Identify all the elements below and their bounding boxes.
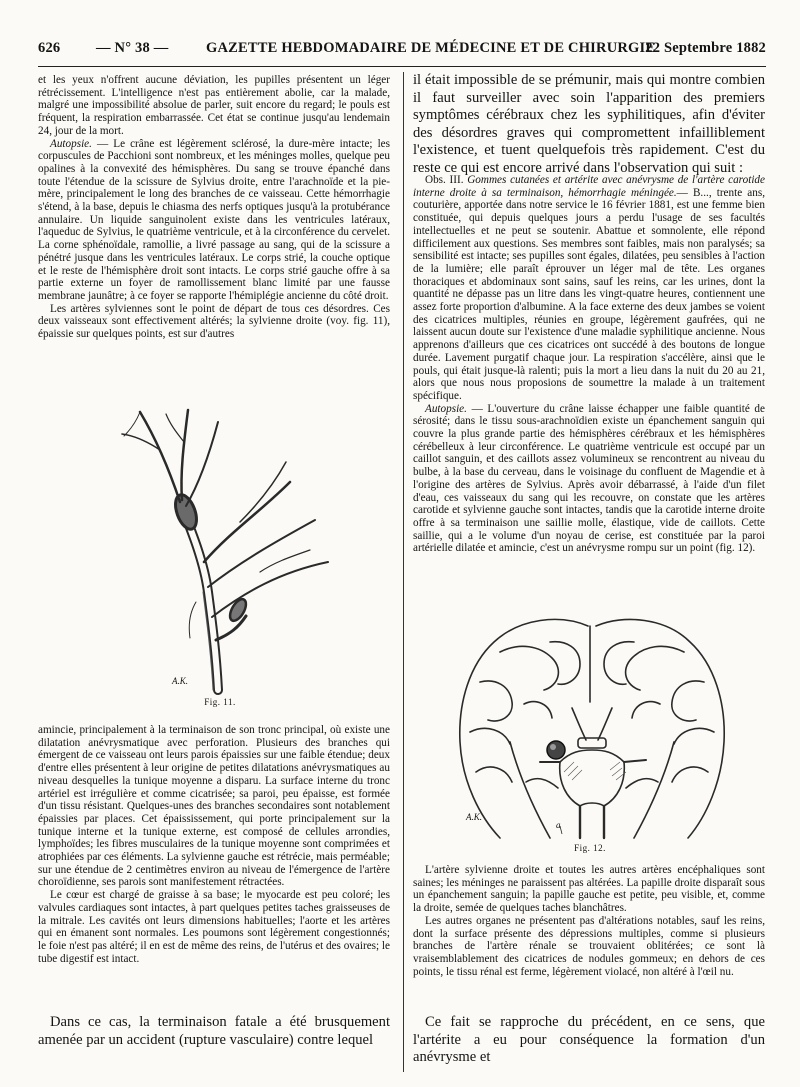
issue-number: — N° 38 — [96,40,169,56]
issue-date: 22 Septembre 1882 [645,40,766,56]
paragraph: Obs. III. Gommes cutanées et artérite avec anévrysme de l'artère carotide interne droite à sa terminaison, hémorrhagie méningée.— B..., trente ans, couturière, apportée dans notre service le 16 février 1881, est une femme bien constituée, qui depuis quelques jours a perdu l'usage de ses facultés intellectuelles et ne peut se soutenir. Abattue et somnolente, elle répond difficilement aux questions. Ses membres sont faibles, mais non paralysés; sa sensibilité est intacte; ses pupilles sont égales, dilatées, peu sensibles à l'action de la lumière; elle paraît éprouver un léger mal de tête. Les organes thoraciques et abdominaux sont sains, sauf les reins, car les urines, dont la quantité ne dépasse pas un litre dans les vingt-quatre heures, contiennent une assez forte proportion d'albumine. A la face externe des deux jambes se voient des cicatrices multiples, réunies en groupe, légèrement gaufrées, qui ne laissent aucun doute sur l'existence d'une maladie syphilitique ancienne. Nous apprenons d'ailleurs que ces cicatrices ont succédé à des boutons de longue durée. Lavement purgatif chaque jour. La respiration s'accélère, ainsi que le pouls, qui était jusque-là ralenti; puis la mort a lieu dans la nuit du 20 au 21, alors que nous nous proposions de soumettre la malade à un traitement spécifique. [413,174,765,402]
left-column-top [38,74,390,396]
page-number: 626 [38,40,61,56]
right-column-observation [413,174,765,610]
observation-title: Gommes cutanées et artérite avec anévrysme de l'artère carotide interne droite à sa terminaison, hémorrhagie méningée. [413,174,765,199]
right-column-footer-text [413,1014,765,1065]
figure-11-caption: Fig. 11. [204,697,236,707]
section-lead: Autopsie. [50,137,92,150]
figure-12-label-a: a [556,820,561,830]
paragraph: Autopsie. — L'ouverture du crâne laisse échapper une faible quantité de sérosité; dans le tissu sous-arachnoïdien existe un épanchement sanguin qui couvre la plus grande partie des hémisphères cérébraux et les hémisphères cérébelleux à leur circonférence. Le quatrième ventricule est occupé par un caillot sanguin, et des caillots assez volumineux se rencontrent au niveau du bulbe, à la base du cerveau, dans le voisinage du confluent de Magendie et à l'origine des artères de Sylvius. Après avoir débarrassé, à l'aide d'un filet d'eau, ces vaisseaux du sang qui les recouvre, on constate que les artères carotide et sylvienne gauche sont intactes, tandis que la carotide interne droite offre à sa terminaison une saillie molle, élastique, vide de caillots. Cette saillie, qui a le volume d'un noyau de cerise, est constituée par la paroi artérielle dilatée et amincie, c'est un anévrysme rompu sur un point (fig. 12). [413,402,765,555]
header-rule [38,66,766,67]
brain-drawing [440,612,740,840]
paragraph: il était impossible de se prémunir, mais qui montre combien il faut surveiller avec soin l'apparition des premiers symptômes cérébraux chez les syphilitiques, afin d'éviter des désordres graves qui compromettent infailliblement l'existence, et tuent quelquefois très rapidement. C'est du reste ce qui est encore arrivé dans l'observation qui suit : [413,72,765,176]
paragraph: Les artères sylviennes sont le point de départ de tous ces désordres. Ces deux vaisseaux sont effectivement altérés; la sylvienne droite (voy. fig. 11), épaissie sur quelques points, est sur d'autres [38,302,390,341]
left-column-footer-text [38,1014,390,1054]
illustrator-signature: A.K. [466,812,483,822]
paragraph: Les autres organes ne présentent pas d'altérations notables, sauf les reins, dont la surface présente des dépressions multiples, comme si plusieurs branches de l'artère rénale se trouvaient oblitérées; ce sont là vraisemblablement des cicatrices de nodules gommeux; en dehors de ces points, le tissu rénal est ferme, légèrement violacé, non altéré à l'œil nu. [413,914,765,978]
paragraph: Le cœur est chargé de graisse à sa base; le myocarde est peu coloré; les valvules cardiaques sont intactes, à part quelques petites taches graisseuses de la mitrale. Les cavités ont leurs dimensions habituelles; l'aorte et les artères qui en émanent sont normales. Les poumons sont légèrement congestionnés; le foie n'est pas altéré; il en est de même des reins, de l'utérus et des ovaires; le tube digestif est intact. [38,889,390,965]
paragraph: Autopsie. — Le crâne est légèrement sclérosé, la dure-mère intacte; les corpuscules de Pacchioni sont nombreux, et les méninges molles, quelque peu opalines à la convexité des hémisphères. Du sang se trouve épanché dans toute l'étendue de la scissure de Sylvius droite, entre l'arachnoïde et la pie-mère, principalement le long des branches de ce vaisseau. Cette hémorrhagie s'étend, à la base, depuis le chiasma des nerfs optiques jusqu'à la protubérance annulaire. Un liquide sanguinolent existe dans les ventricules latéraux, l'aqueduc de Sylvius, le quatrième ventricule, et à la circonférence du cervelet. La corne sphénoïdale, ramollie, a livré passage au sang, qui de la scissure a pénétré jusque dans les ventricules latéraux. Le corps strié, la couche optique et le reste de l'hémisphère droit sont intacts. Le corps strié gauche offre à sa partie externe un foyer de ramollissement blanc limité par une fausse membrane jaunâtre; à ce foyer se rapporte l'hémiplégie ancienne du côté droit. [38,137,390,302]
paragraph: Ce fait se rapproche du précédent, en ce sens, que l'artérite a eu pour conséquence la formation d'un anévrysme et [413,1014,765,1065]
paragraph: Dans ce cas, la terminaison fatale a été brusquement amenée par un accident (rupture vasculaire) contre lequel [38,1014,390,1048]
figure-12-caption: Fig. 12. [574,843,606,853]
paragraph: et les yeux n'offrent aucune déviation, les pupilles présentent un léger rétrécissement. L'intelligence n'est pas entièrement abolie, car la malade, malgré une impossibilité absolue de parler, suit encore du regard; le pouls est fréquent, la respiration embarrassée. Cet état se continue jusqu'au lendemain 24, jour de la mort. [38,74,390,137]
right-column-intro [413,72,765,176]
artery-drawing [100,402,340,692]
journal-title: GAZETTE HEBDOMADAIRE DE MÉDECINE ET DE CHIRURGIE [206,40,656,56]
figure-11-artery-illustration [100,402,340,692]
left-column-bottom [38,724,390,1014]
paragraph: amincie, principalement à la terminaison de son tronc principal, où existe une dilatation anévrysmatique avec perforation. Plusieurs des branches qui émergent de ce vaisseau ont leurs parois épaissies sur une faible étendue; deux d'entre elles présentent à leur origine de petites dilatations anévrysmatiques au niveau desquelles la tunique moyenne a disparu. La surface interne du tronc artériel est irrégulière et comme cicatrisée; sa paroi, peu épaisse, est formée d'un tissu résistant. Quelques-unes des branches secondaires sont notablement épaissies par places. Cet épaississement, qui porte principalement sur la tunique interne et la tunique externe, est composé de cellules arrondies, lymphoïdes; les fibres musculaires de la tunique moyenne sont comprimées et atrophiées par ces éléments. La sylvienne gauche est rétrécie, mais perméable; sur une étendue de 2 centimètres environ au niveau de l'émergence de l'artère choroïdienne, ses parois sont manifestement rétractées. [38,724,390,889]
right-column-bottom [413,864,765,1010]
section-lead: Autopsie. [425,402,467,415]
figure-12-brain-base-illustration [440,612,740,840]
column-divider [403,72,404,1072]
paragraph: L'artère sylvienne droite et toutes les autres artères encéphaliques sont saines; les méninges ne paraissent pas altérées. La papille droite disparaît sous un épanchement sanguin; la papille gauche est petite, peu visible, et, comme la droite, semée de quelques taches blanchâtres. [413,864,765,915]
running-header [38,40,766,66]
observation-number: Obs. III. [425,174,464,186]
illustrator-signature: A.K. [172,676,189,686]
